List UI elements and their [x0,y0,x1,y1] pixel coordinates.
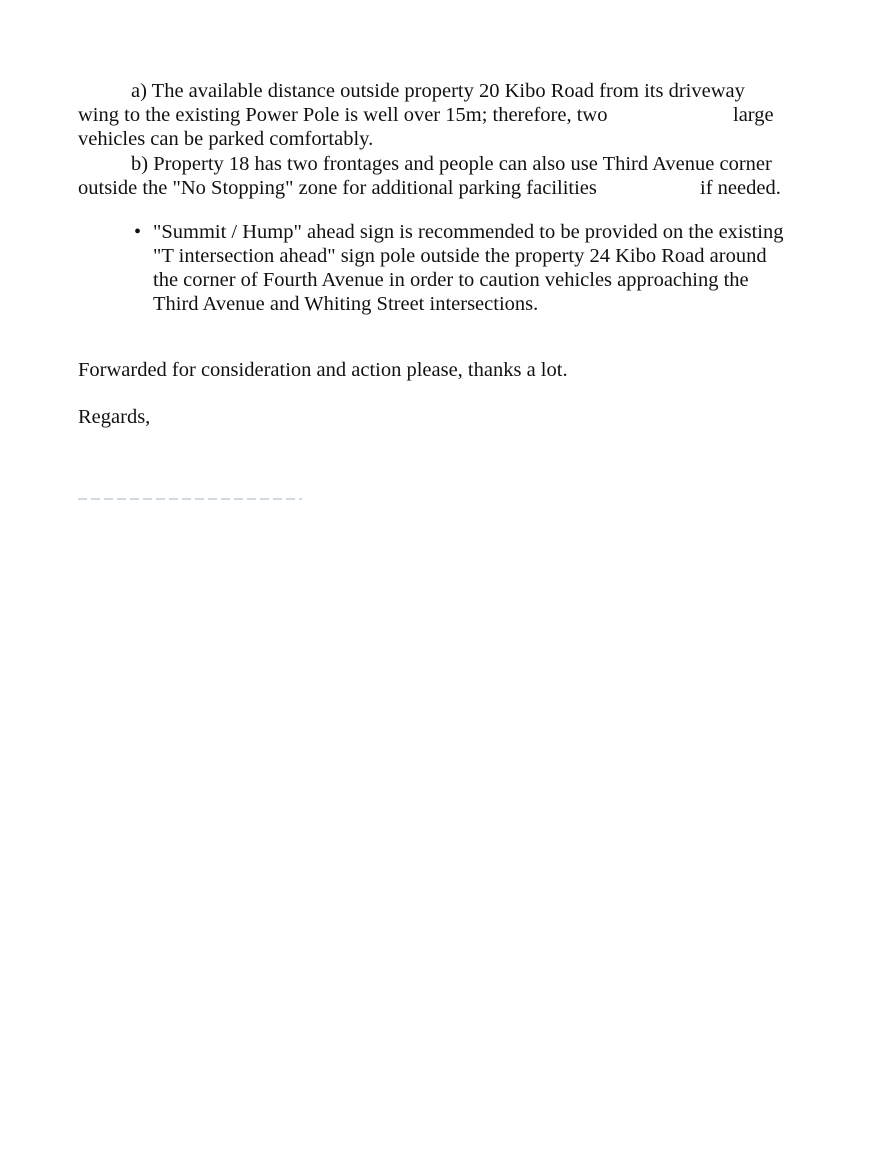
forwarded-sentence: Forwarded for consideration and action please, thanks a lot. [78,359,568,381]
paragraph-a-line-2-end: large [733,104,774,126]
bullet-line-1: "Summit / Hump" ahead sign is recommended to be provided on the existing [153,221,784,243]
paragraph-a-line-3: vehicles can be parked comfortably. [78,128,374,150]
bullet-line-4: Third Avenue and Whiting Street intersections. [153,293,539,315]
faded-signature-line [78,498,302,500]
bullet-line-2: "T intersection ahead" sign pole outside the property 24 Kibo Road around [153,245,767,267]
regards-text: Regards, [78,406,151,428]
paragraph-a-line-1: a) The available distance outside property 20 Kibo Road from its driveway [131,80,745,102]
paragraph-b-line-2-end: if needed. [700,177,781,199]
bullet-line-3: the corner of Fourth Avenue in order to caution vehicles approaching the [153,269,749,291]
paragraph-b-line-2-start: outside the "No Stopping" zone for additional parking facilities [78,177,597,199]
bullet-icon: • [134,221,142,243]
paragraph-b-line-1: b) Property 18 has two frontages and people can also use Third Avenue corner [131,153,772,175]
paragraph-a-line-2-start: wing to the existing Power Pole is well over 15m; therefore, two [78,104,608,126]
